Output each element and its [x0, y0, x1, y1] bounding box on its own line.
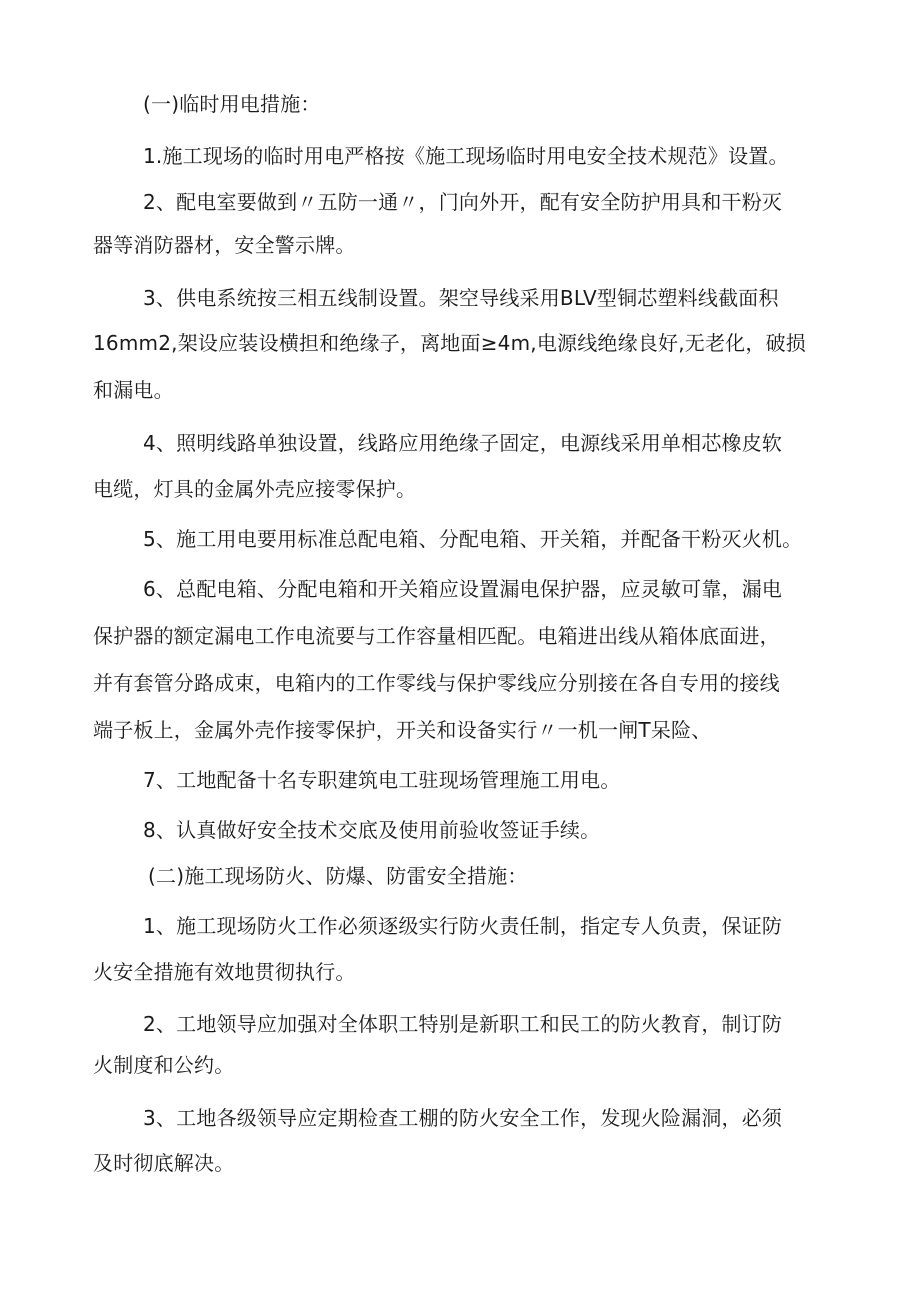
- text-line: 7、工地配备十名专职建筑电工驻现场管理施工用电。: [143, 768, 621, 792]
- text-line: 并有套管分路成束，电箱内的工作零线与保护零线应分别接在各自专用的接线: [93, 671, 780, 695]
- text-line: 电缆，灯具的金属外壳应接零保护。: [93, 477, 417, 501]
- text-line: 及时彻底解决。: [93, 1151, 235, 1175]
- text-line: 8、认真做好安全技术交底及使用前验收签证手续。: [143, 818, 601, 842]
- text-line: 保护器的额定漏电工作电流要与工作容量相匹配。电箱进出线从箱体底面进，: [93, 624, 780, 648]
- text-line: 1、施工现场防火工作必须逐级实行防火责任制，指定专人负责，保证防: [143, 914, 783, 938]
- text-line: 4、照明线路单独设置，线路应用绝缘子固定，电源线采用单相芯橡皮软: [143, 431, 783, 455]
- heading-fire-explosion-lightning: (二)施工现场防火、防爆、防雷安全措施：: [148, 864, 528, 888]
- text-line: 火安全措施有效地贯彻执行。: [93, 960, 356, 984]
- text-line: 2、工地领导应加强对全体职工特别是新职工和民工的防火教育，制订防: [143, 1012, 783, 1036]
- text-line: 1.施工现场的临时用电严格按《施工现场临时用电安全技术规范》设置。: [143, 144, 789, 168]
- text-line: 3、工地各级领导应定期检查工棚的防火安全工作，发现火险漏洞，必须: [143, 1106, 783, 1130]
- heading-temporary-power: (一)临时用电措施：: [143, 92, 321, 116]
- text-line: 火制度和公约。: [93, 1053, 235, 1077]
- text-line: 3、供电系统按三相五线制设置。架空导线采用BLV型铜芯塑料线截面积: [143, 286, 779, 310]
- text-line: 器等消防器材，安全警示牌。: [93, 233, 356, 257]
- text-line: 2、配电室要做到〃五防一通〃，门向外开，配有安全防护用具和干粉灭: [143, 190, 783, 214]
- text-line: 和漏电。: [93, 378, 174, 402]
- text-line: 端子板上，金属外壳作接零保护，开关和设备实行〃一机一闸T呆险、: [93, 718, 712, 742]
- text-line: 5、施工用电要用标准总配电箱、分配电箱、开关箱，并配备干粉灭火机。: [143, 527, 803, 551]
- text-line: 6、总配电箱、分配电箱和开关箱应设置漏电保护器，应灵敏可靠，漏电: [143, 577, 783, 601]
- text-line: 16mm2,架设应装设横担和绝缘子，离地面≥4m,电源线绝缘良好,无老化，破损: [93, 331, 806, 355]
